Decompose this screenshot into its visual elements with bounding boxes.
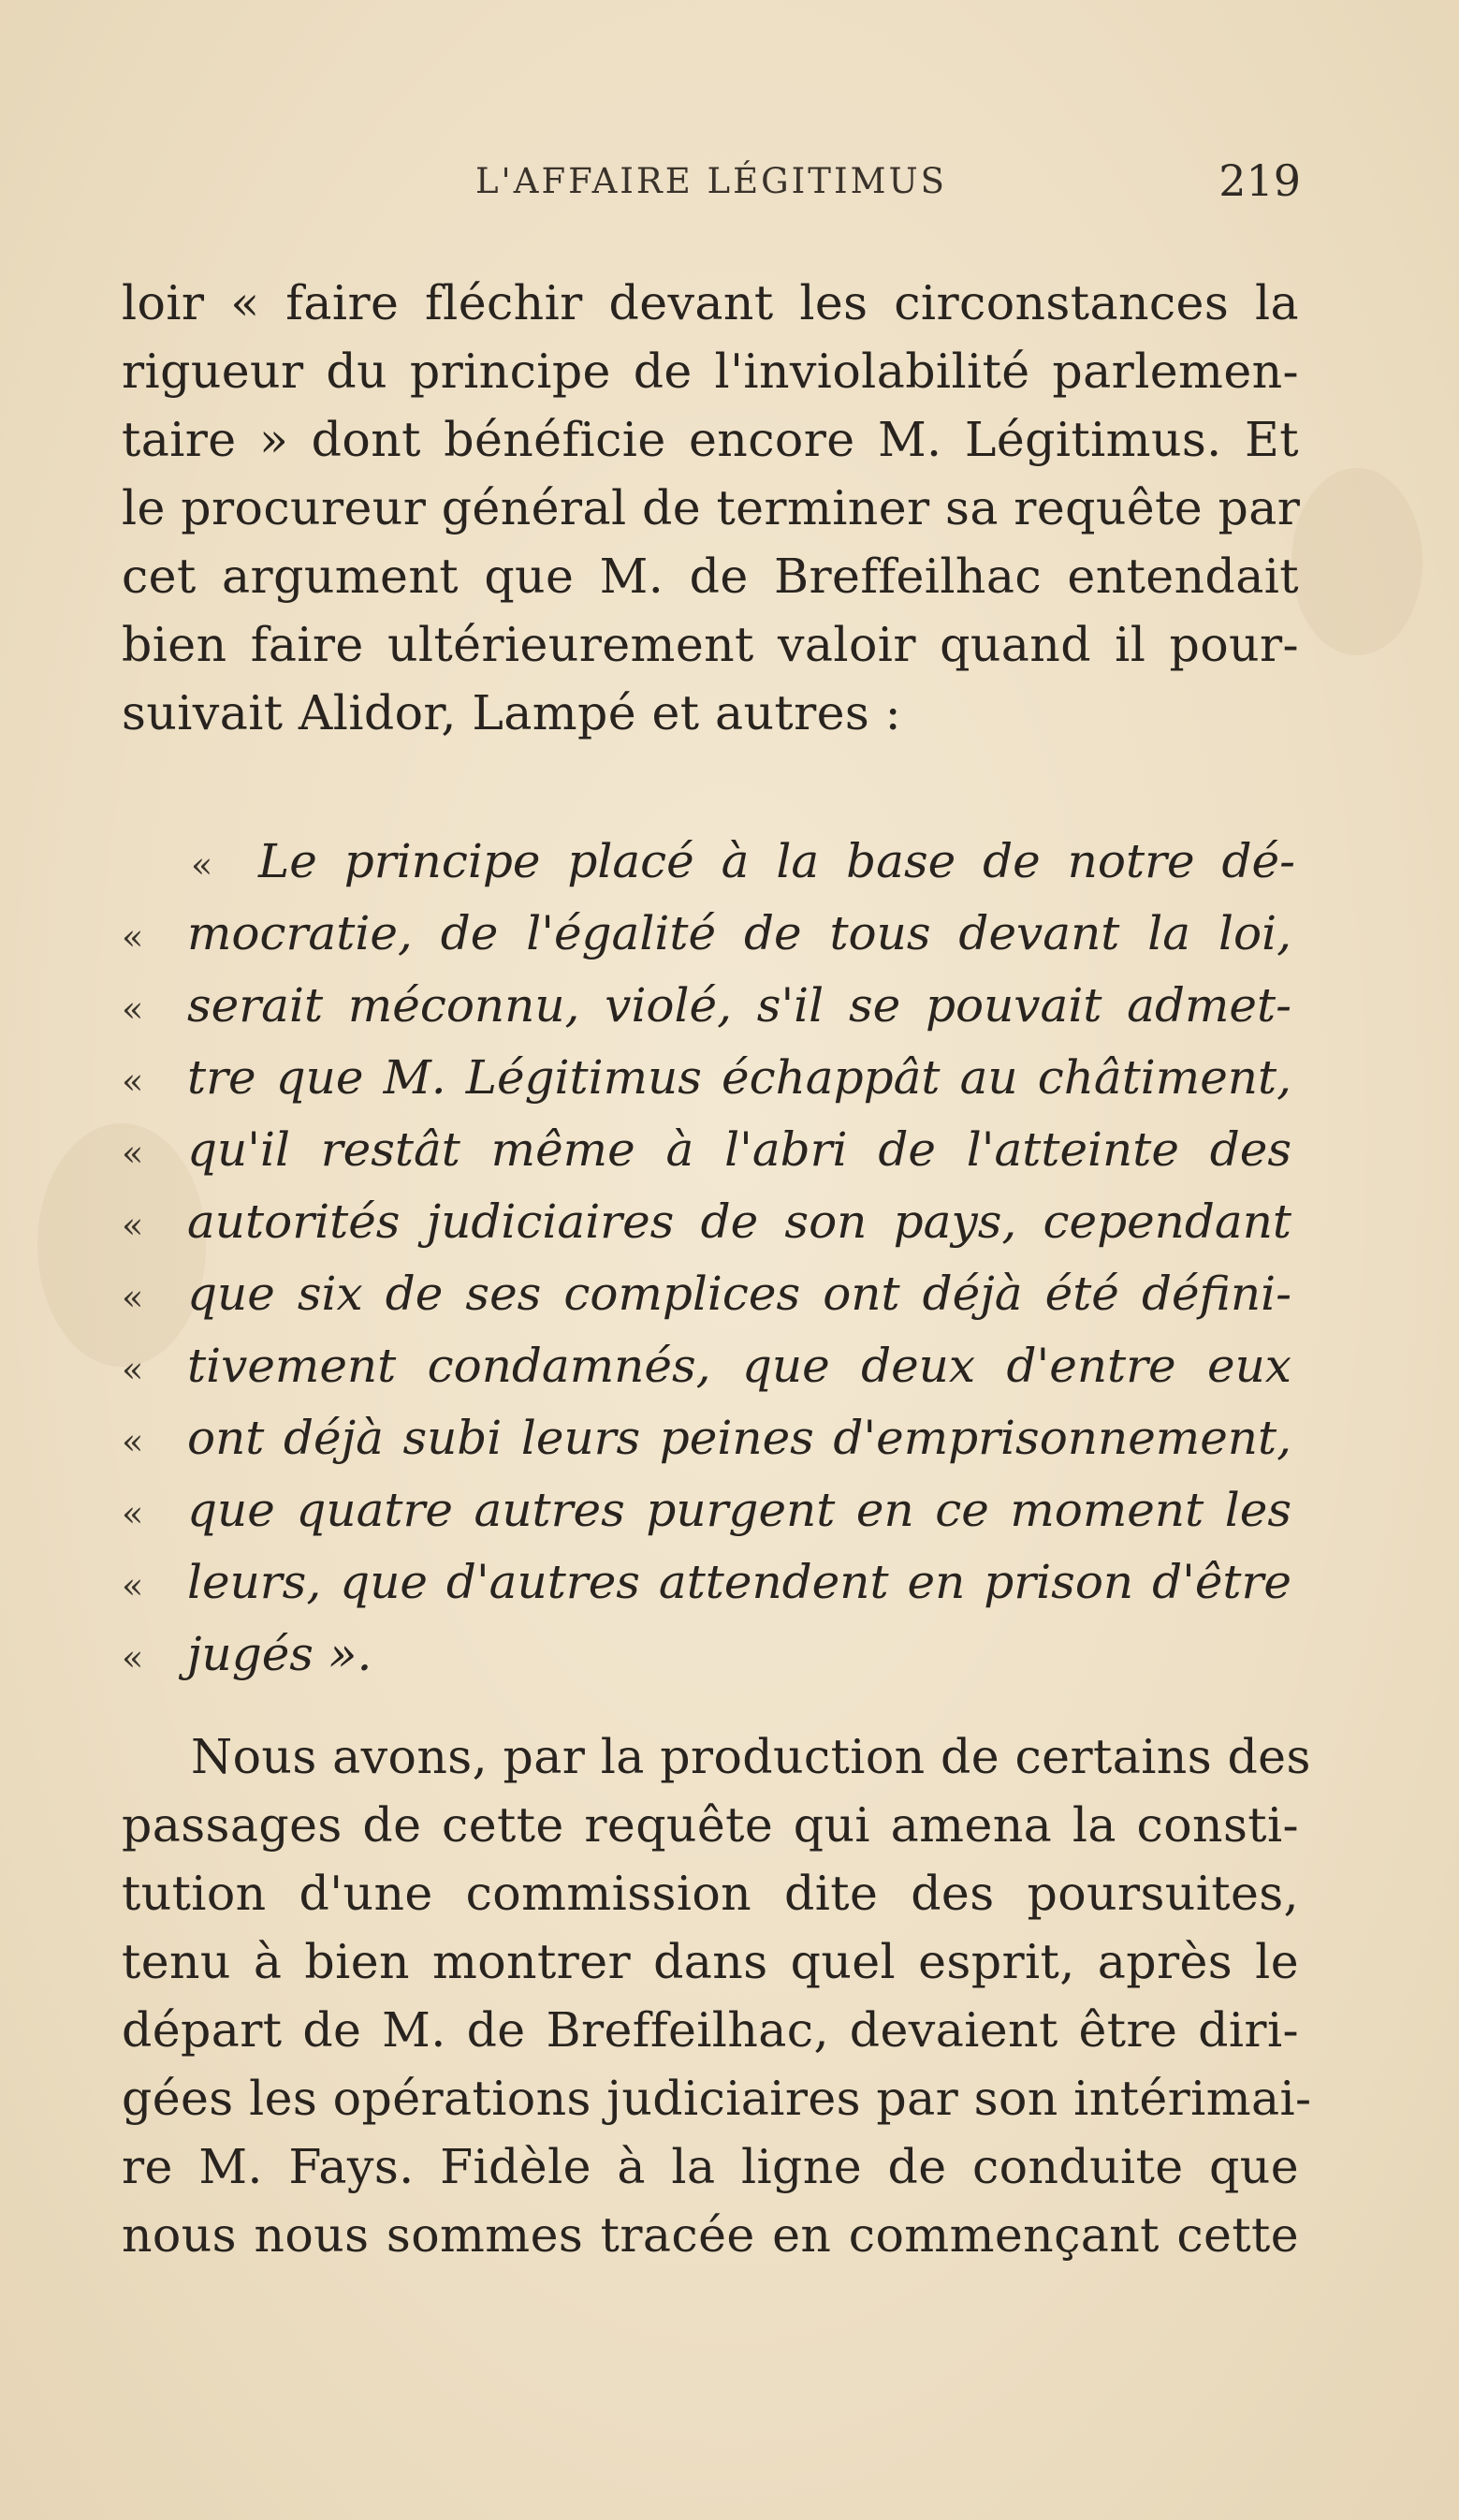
guillemet: « — [122, 1133, 144, 1174]
guillemet: « — [122, 1349, 144, 1390]
text-line: re M. Fays. Fidèle à la ligne de conduite que — [122, 2139, 1299, 2194]
text-line: cet argument que M. de Breffeilhac entendait — [122, 549, 1299, 604]
guillemet: « — [122, 1277, 144, 1318]
guillemet: « — [122, 1565, 144, 1606]
text-line: départ de M. de Breffeilhac, devaient être diri- — [122, 2002, 1299, 2058]
paragraph-2 — [122, 1722, 1312, 2269]
text-line: bien faire ultérieurement valoir quand il pour- — [122, 617, 1299, 672]
quote-line — [122, 972, 1299, 1044]
text-line: taire » dont bénéficie encore M. Légitimus. Et — [122, 412, 1299, 467]
quote-line-text: que six de ses complices ont déjà été défini- — [187, 1267, 1291, 1321]
guillemet: « — [122, 1493, 144, 1534]
quote-line — [122, 1476, 1299, 1548]
text-line: gées les opérations judiciaires par son intérimai- — [122, 2071, 1312, 2126]
quote-line — [122, 1404, 1299, 1476]
paper-stain — [1291, 468, 1423, 655]
quote-line-text: ont déjà subi leurs peines d'emprisonnement, — [187, 1411, 1291, 1465]
quote-line-text: autorités judiciaires de son pays, cependant — [187, 1194, 1291, 1249]
quote-line-text: tivement condamnés, que deux d'entre eux — [187, 1339, 1291, 1393]
guillemet: « — [122, 1637, 144, 1678]
text-line: rigueur du principe de l'inviolabilité parlemen- — [122, 344, 1299, 399]
text-line: suivait Alidor, Lampé et autres : — [122, 685, 902, 740]
quote-line — [122, 1044, 1299, 1116]
guillemet: « — [122, 1421, 144, 1462]
quote-line — [122, 1188, 1299, 1260]
quote-line-text: que quatre autres purgent en ce moment les — [187, 1483, 1291, 1537]
text-line: tenu à bien montrer dans quel esprit, après le — [122, 1934, 1299, 1989]
quote-line — [122, 828, 1299, 900]
text-line: tution d'une commission dite des poursuites, — [122, 1866, 1299, 1921]
text-line: loir « faire fléchir devant les circonstances la — [122, 275, 1299, 330]
page-number: 219 — [1218, 155, 1301, 206]
quote-line — [122, 900, 1299, 972]
quote-line — [122, 1548, 1299, 1620]
quote-line — [122, 1260, 1299, 1332]
text-line: nous nous sommes tracée en commençant cette — [122, 2207, 1299, 2263]
guillemet: « — [122, 989, 144, 1030]
quote-line-text: mocratie, de l'égalité de tous devant la loi, — [187, 906, 1291, 960]
guillemet: « — [191, 844, 213, 886]
running-head — [122, 155, 1301, 217]
guillemet: « — [122, 1205, 144, 1246]
running-title: L'AFFAIRE LÉGITIMUS — [474, 161, 948, 201]
quote-line — [122, 1332, 1299, 1404]
quote-line-text: leurs, que d'autres attendent en prison d'être — [187, 1555, 1291, 1609]
paragraph-1 — [122, 269, 1299, 747]
quote-line-text: Le principe placé à la base de notre dé- — [258, 834, 1295, 888]
quote-line-text: qu'il restât même à l'abri de l'atteinte des — [187, 1122, 1291, 1177]
quoted-requisition — [122, 828, 1299, 1692]
quote-line — [122, 1116, 1299, 1188]
text-line: le procureur général de terminer sa requête par — [122, 480, 1301, 535]
quote-line-text: tre que M. Légitimus échappât au châtiment, — [187, 1050, 1291, 1105]
quote-line-text: serait méconnu, violé, s'il se pouvait admet- — [187, 978, 1291, 1033]
quote-line — [122, 1620, 1299, 1692]
text-line: passages de cette requête qui amena la consti- — [122, 1797, 1299, 1853]
quote-line-text: jugés ». — [187, 1627, 372, 1681]
guillemet: « — [122, 1061, 144, 1102]
text-line: Nous avons, par la production de certains des — [191, 1729, 1311, 1784]
guillemet: « — [122, 916, 144, 958]
